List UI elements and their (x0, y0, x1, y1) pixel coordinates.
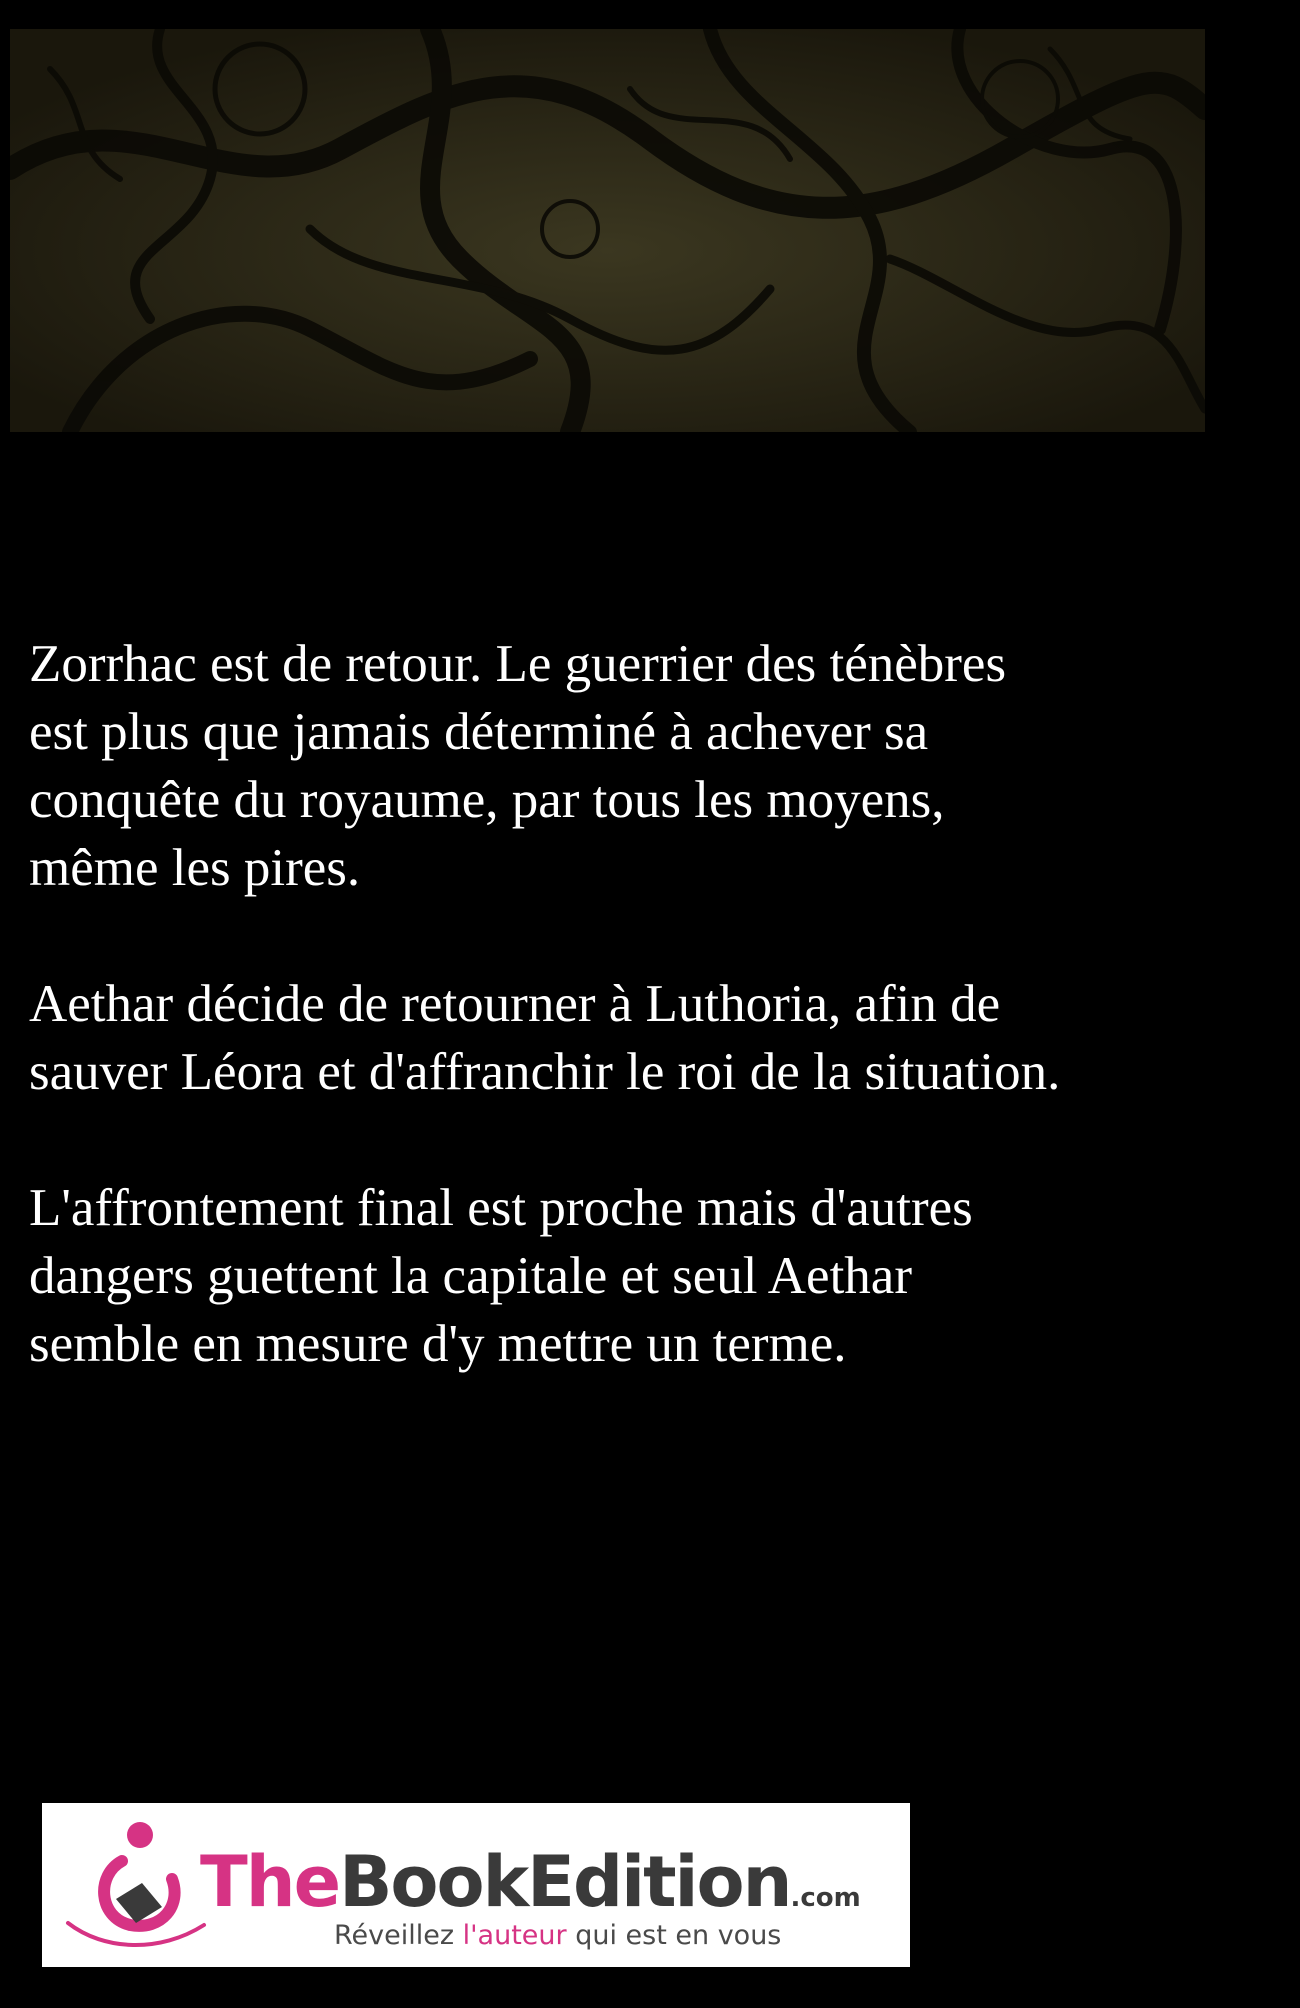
cover-illustration (10, 29, 1205, 432)
tagline-start: Réveillez (334, 1920, 463, 1951)
tagline-accent: l'auteur (462, 1920, 567, 1951)
brand-tagline (334, 1921, 781, 1951)
back-cover-blurb (29, 630, 1229, 1446)
brand-the: The (200, 1841, 340, 1923)
brand-book: Book (339, 1841, 528, 1923)
tagline-end: qui est en vous (566, 1920, 782, 1951)
blurb-paragraph-2: Aethar décide de retourner à Luthoria, afin de sauver Léora et d'affranchir le roi de la situation. (29, 975, 1061, 1101)
person-with-book-icon (64, 1813, 214, 1953)
blurb-paragraph-3: L'affrontement final est proche mais d'autres dangers guettent la capitale et seul Aethar semble en mesure d'y mettre un terme. (29, 1179, 973, 1373)
brand-domain: .com (790, 1883, 861, 1913)
publisher-logo (42, 1803, 910, 1967)
brand-edition: Edition (527, 1841, 791, 1923)
blurb-paragraph-1: Zorrhac est de retour. Le guerrier des ténèbres est plus que jamais déterminé à achever sa conquête du royaume, par tous les moyens, même les pires. (29, 635, 1007, 897)
